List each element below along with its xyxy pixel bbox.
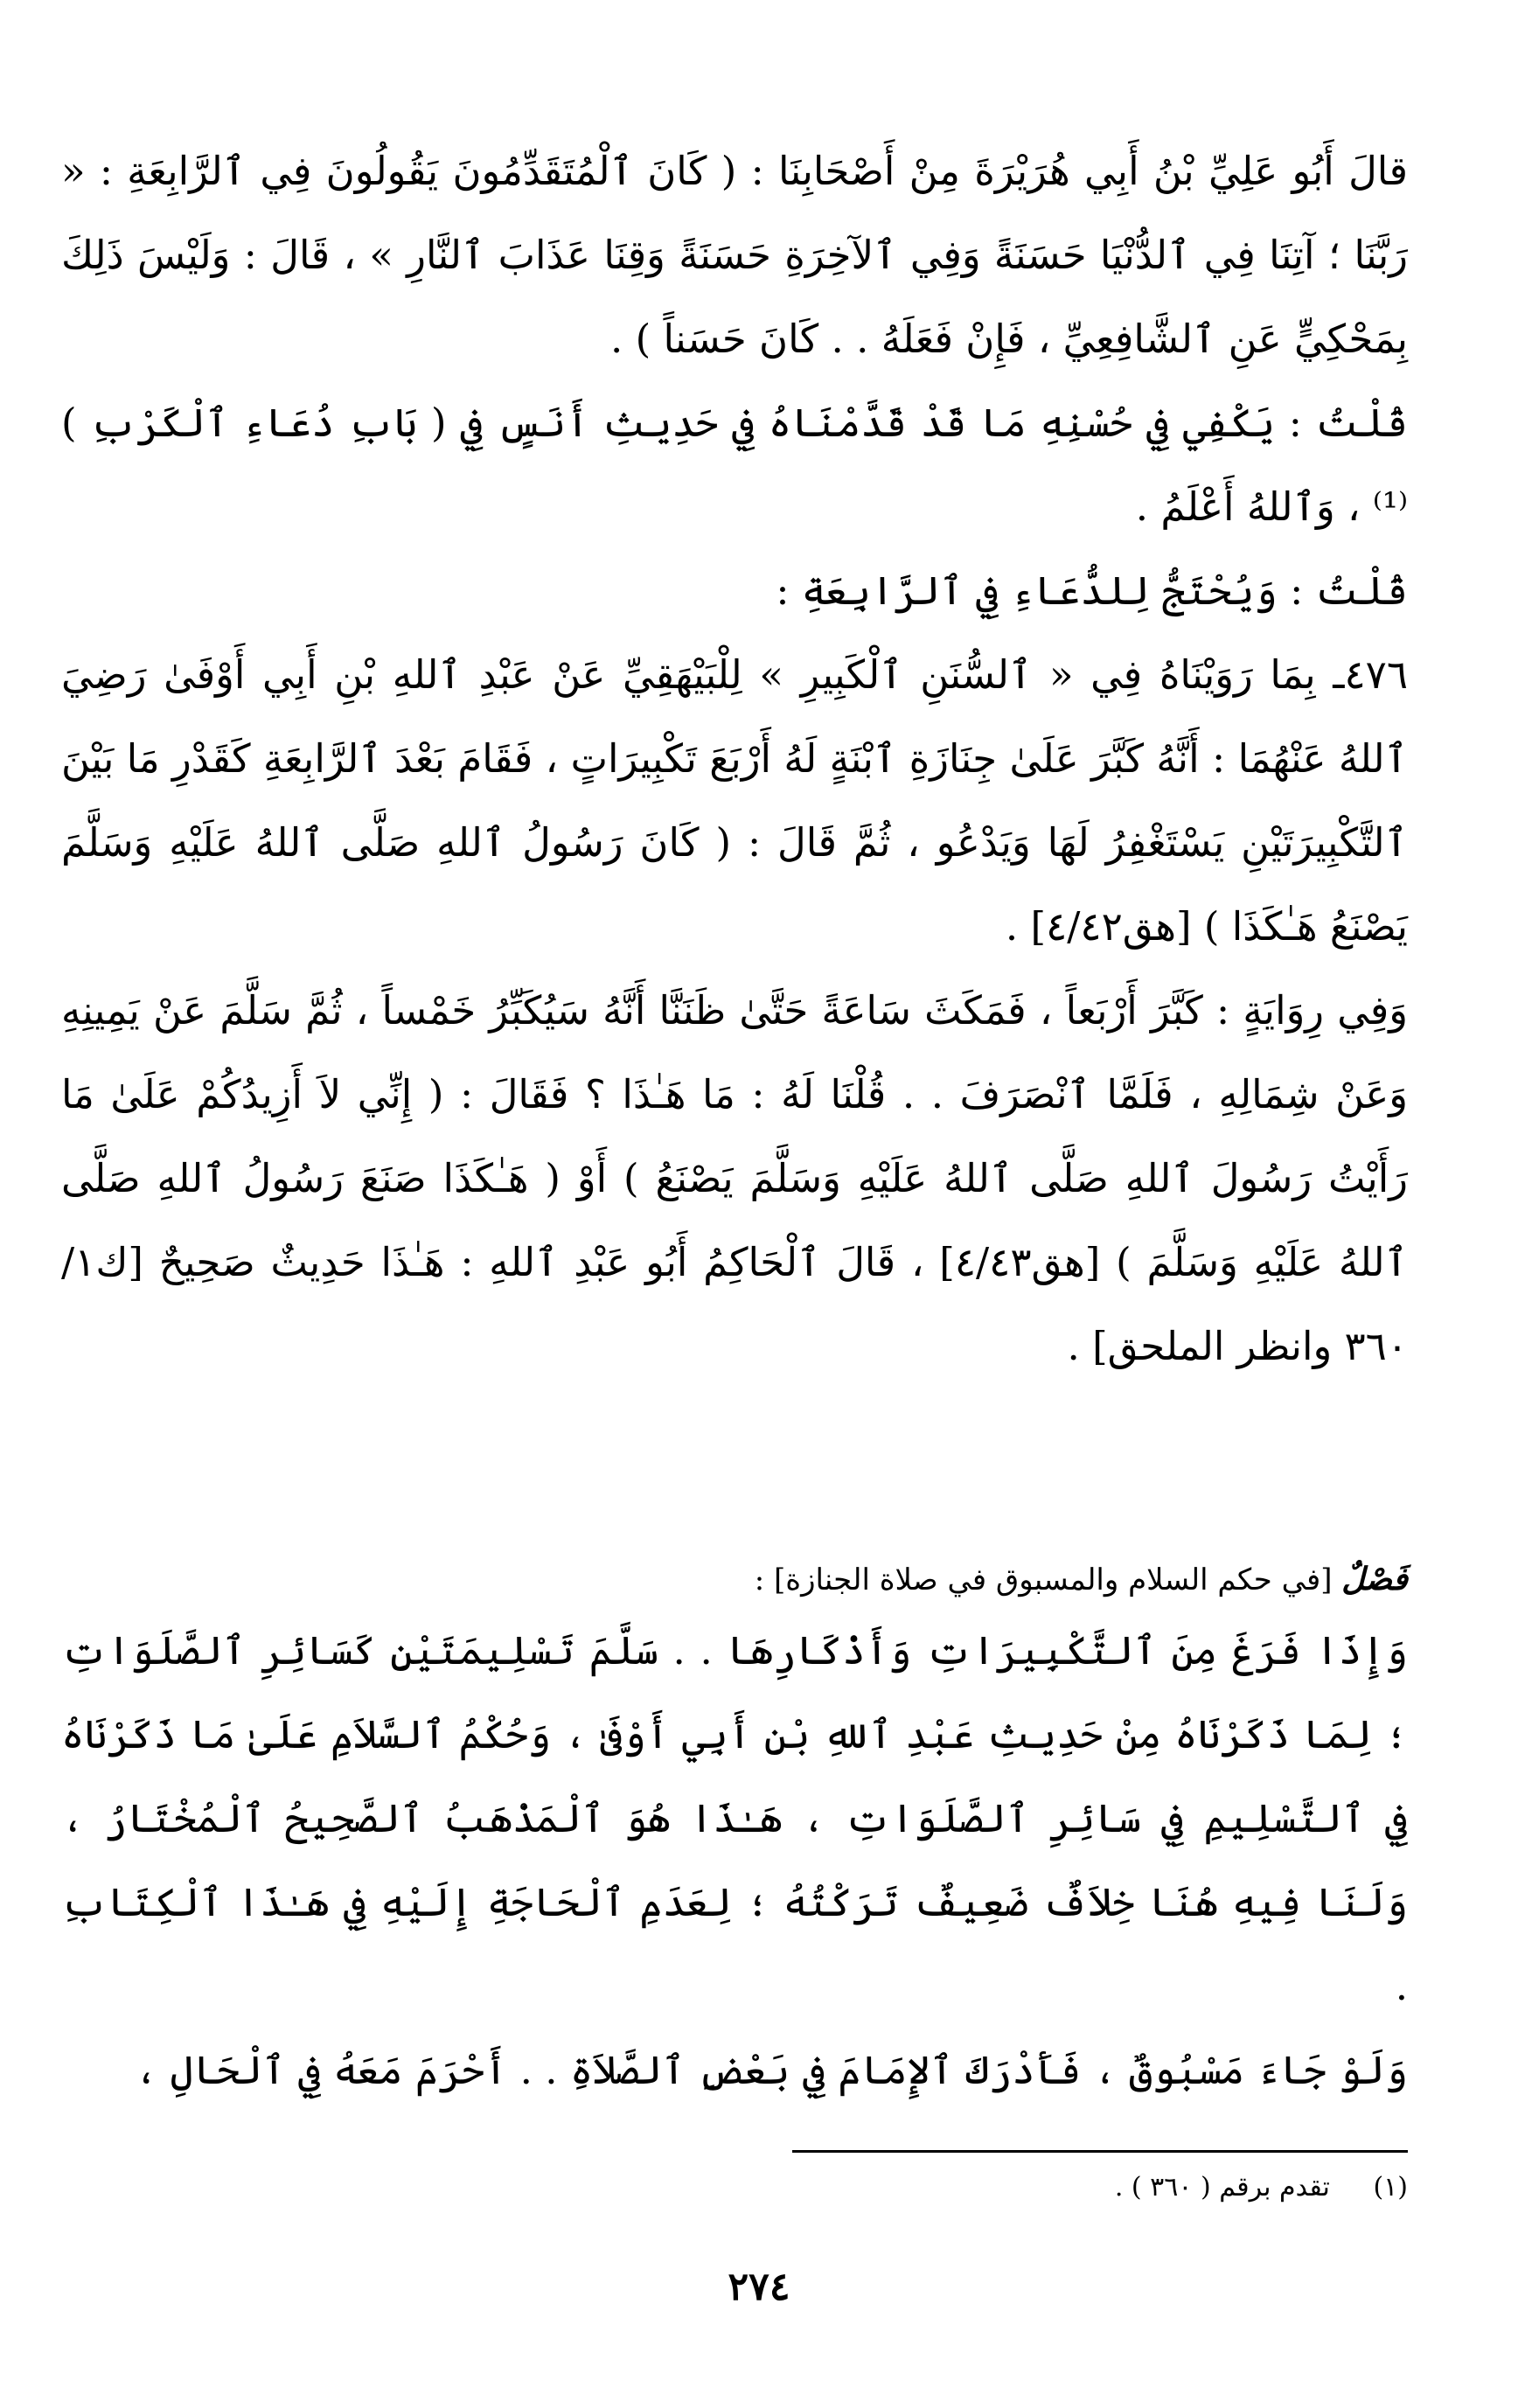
main-text-bottom: [61, 1609, 1408, 2112]
footnote-divider: [792, 2150, 1408, 2153]
paragraph-qultu-1: قُلْتُ : يَكْفِي فِي حُسْنِهِ مَا قَدْ قَدَّمْنَاهُ فِي حَدِيثِ أَنَسٍ فِي ( بَابِ دُعَاءِ ٱلْكَرْبِ )⁽¹⁾ ، وَٱللهُ أَعْلَمُ .: [61, 400, 1408, 530]
page-number: ٢٧٤: [728, 2265, 790, 2309]
footnote-text: تقدم برقم ( ٣٦٠ ) .: [1114, 2172, 1330, 2203]
paragraph-hadith-476: ٤٧٦ـ بِمَا رَوَيْنَاهُ فِي « ٱلسُّنَنِ ٱلْكَبِيرِ » لِلْبَيْهَقِيِّ عَنْ عَبْدِ ٱللهِ بْنِ أَبِي أَوْفَىٰ رَضِيَ ٱللهُ عَنْهُمَا : أَنَّهُ كَبَّرَ عَلَىٰ جِنَازَةِ ٱبْنَةٍ لَهُ أَرْبَعَ تَكْبِيرَاتٍ ، فَقَامَ بَعْدَ ٱلرَّابِعَةِ كَقَدْرِ مَا بَيْنَ ٱلتَّكْبِيرَتَيْنِ يَسْتَغْفِرُ لَهَا وَيَدْعُو ، ثُمَّ قَالَ : ( كَانَ رَسُولُ ٱللهِ صَلَّى ٱللهُ عَلَيْهِ وَسَلَّمَ يَصْنَعُ هَـٰكَذَا ) [هق٤/٤٢] .: [61, 651, 1408, 950]
footnote: [61, 2167, 1408, 2209]
paragraph-abu-ali: قالَ أَبُو عَلِيِّ بْنُ أَبِي هُرَيْرَةَ مِنْ أَصْحَابِنَا : ( كَانَ ٱلْمُتَقَدِّمُونَ يَقُولُونَ فِي ٱلرَّابِعَةِ : « رَبَّنَا ؛ آتِنَا فِي ٱلدُّنْيَا حَسَنَةً وَفِي ٱلآخِرَةِ حَسَنَةً وَقِنَا عَذَابَ ٱلنَّارِ » ، قَالَ : وَلَيْسَ ذَلِكَ بِمَحْكِيٍّ عَنِ ٱلشَّافِعِيِّ ، فَإِنْ فَعَلَهُ . . كَانَ حَسَناً ) .: [61, 148, 1408, 362]
paragraph-qultu-2: قُلْتُ : وَيُحْتَجُّ لِلدُّعَاءِ فِي ٱلرَّابِعَةِ :: [776, 567, 1408, 614]
main-text-top: [61, 129, 1408, 1388]
paragraph-taslim: وَإِذَا فَرَغَ مِنَ ٱلتَّكْبِيرَاتِ وَأَذْكَارِهَا . . سَلَّمَ تَسْلِيمَتَيْنِ كَسَائِرِ ٱلصَّلَوَاتِ ؛ لِمَا ذَكَرْنَاهُ مِنْ حَدِيثِ عَبْدِ ٱللهِ بْنِ أَبِي أَوْفَىٰ ، وَحُكْمُ ٱلسَّلاَمِ عَلَىٰ مَا ذَكَرْنَاهُ فِي ٱلتَّسْلِيمِ فِي سَائِرِ ٱلصَّلَوَاتِ ، هَـٰذَا هُوَ ٱلْمَذْهَبُ ٱلصَّحِيحُ ٱلْمُخْتَارُ ، وَلَنَا فِيهِ هُنَا خِلاَفٌ ضَعِيفٌ تَرَكْتُهُ ؛ لِعَدَمِ ٱلْحَاجَةِ إِلَيْهِ فِي هَـٰذَا ٱلْكِتَابِ .: [61, 1627, 1408, 2009]
footnote-number: (١): [1373, 2172, 1408, 2203]
paragraph-riwaya: وَفِي رِوَايَةٍ : كَبَّرَ أَرْبَعاً ، فَمَكَثَ سَاعَةً حَتَّىٰ ظَنَنَّا أَنَّهُ سَيُكَبِّرُ خَمْساً ، ثُمَّ سَلَّمَ عَنْ يَمِينِهِ وَعَنْ شِمَالِهِ ، فَلَمَّا ٱنْصَرَفَ . . قُلْنَا لَهُ : مَا هَـٰذَا ؟ فَقَالَ : ( إِنِّي لاَ أَزِيدُكُمْ عَلَىٰ مَا رَأَيْتُ رَسُولَ ٱللهِ صَلَّى ٱللهُ عَلَيْهِ وَسَلَّمَ يَصْنَعُ ) أَوْ ( هَـٰكَذَا صَنَعَ رَسُولُ ٱللهِ صَلَّى ٱللهُ عَلَيْهِ وَسَلَّمَ ) [هق٤/٤٣] ، قَالَ ٱلْحَاكِمُ أَبُو عَبْدِ ٱللهِ : هَـٰذَا حَدِيثٌ صَحِيحٌ [ك١/ ٣٦٠ وانظر الملحق] .: [61, 987, 1408, 1369]
section-heading: [61, 1555, 1408, 1604]
paragraph-masbuq: وَلَوْ جَاءَ مَسْبُوقٌ ، فَأَدْرَكَ ٱلإِمَامَ فِي بَعْضِ ٱلصَّلاَةِ . . أَحْرَمَ مَعَهُ فِي ٱلْحَالِ ،: [134, 2047, 1408, 2093]
section-heading-text: [في حكم السلام والمسبوق في صلاة الجنازة] :: [754, 1562, 1333, 1597]
fasl-mark: فَصْلٌ: [1341, 1561, 1408, 1597]
